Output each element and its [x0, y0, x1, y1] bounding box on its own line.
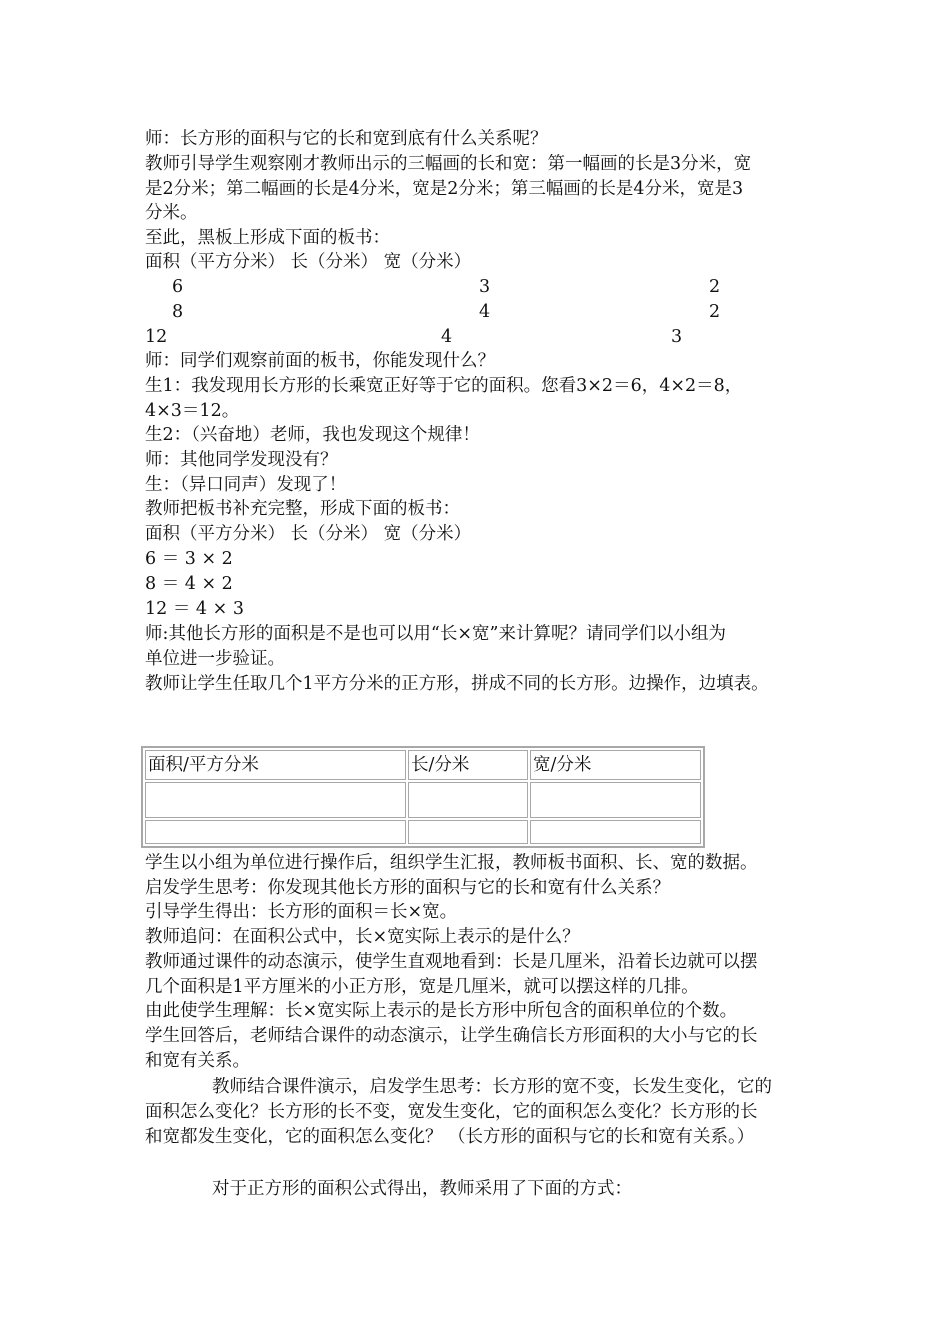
- text-line: 4×3＝12。: [145, 401, 240, 421]
- board1-width: 3: [671, 327, 683, 347]
- board1-header: 面积（平方分米） 长（分米） 宽（分米）: [145, 252, 472, 272]
- board1-area: 6: [172, 277, 184, 297]
- board2-header: 面积（平方分米） 长（分米） 宽（分米）: [145, 524, 472, 544]
- fill-in-table: [141, 746, 705, 848]
- table-cell: [530, 820, 701, 844]
- table-cell: [408, 782, 528, 818]
- text-line: 生2：（兴奋地）老师，我也发现这个规律！: [145, 425, 480, 445]
- text-line: 学生回答后，老师结合课件的动态演示，让学生确信长方形面积的大小与它的长: [145, 1026, 758, 1046]
- board1-width: 2: [709, 277, 721, 297]
- table-header-row: [145, 750, 701, 780]
- board1-area: 8: [172, 302, 184, 322]
- table-row: [145, 820, 701, 844]
- text-line: 面积怎么变化？长方形的长不变，宽发生变化，它的面积怎么变化？长方形的长: [145, 1102, 758, 1122]
- table-cell: [145, 820, 406, 844]
- text-line: 师：其他同学发现没有？: [145, 450, 338, 470]
- text-line: 启发学生思考：你发现其他长方形的面积与它的长和宽有什么关系？: [145, 878, 670, 898]
- table-cell: [530, 782, 701, 818]
- text-line: 教师引导学生观察刚才教师出示的三幅画的长和宽：第一幅画的长是3分米，宽: [145, 154, 752, 174]
- table-row: [145, 782, 701, 818]
- text-line: 教师让学生任取几个1平方分米的正方形，拼成不同的长方形。边操作，边填表。: [145, 674, 769, 694]
- text-line: 教师追问：在面积公式中，长×宽实际上表示的是什么？: [145, 927, 580, 947]
- text-line: 单位进一步验证。: [145, 649, 285, 669]
- text-line: 和宽都发生变化，它的面积怎么变化？ （长方形的面积与它的长和宽有关系。）: [145, 1127, 755, 1147]
- closing-line: 对于正方形的面积公式得出，教师采用了下面的方式：: [212, 1179, 632, 1199]
- text-line: 教师把板书补充完整，形成下面的板书：: [145, 499, 460, 519]
- text-line: 分米。: [145, 203, 198, 223]
- board2-row: 6 ＝ 3 × 2: [145, 549, 233, 569]
- table-header-cell: 面积/平方分米: [145, 750, 406, 780]
- board1-length: 4: [441, 327, 453, 347]
- table-cell: [145, 782, 406, 818]
- text-line: 由此使学生理解：长×宽实际上表示的是长方形中所包含的面积单位的个数。: [145, 1001, 738, 1021]
- text-line: 学生以小组为单位进行操作后，组织学生汇报，教师板书面积、长、宽的数据。: [145, 853, 758, 873]
- board1-length: 4: [479, 302, 491, 322]
- text-line: 师：同学们观察前面的板书，你能发现什么？: [145, 351, 495, 371]
- table-header-cell: 长/分米: [408, 750, 528, 780]
- board1-area: 12: [145, 327, 168, 347]
- text-line: 生1：我发现用长方形的长乘宽正好等于它的面积。您看3×2＝6，4×2＝8，: [145, 376, 743, 396]
- board1-width: 2: [709, 302, 721, 322]
- text-line: 师:其他长方形的面积是不是也可以用“长×宽”来计算呢？请同学们以小组为: [145, 624, 726, 644]
- text-line: 几个面积是1平方厘米的小正方形，宽是几厘米，就可以摆这样的几排。: [145, 977, 699, 997]
- text-line: 和宽有关系。: [145, 1051, 250, 1071]
- table-header-cell: 宽/分米: [530, 750, 701, 780]
- board2-row: 12 ＝ 4 × 3: [145, 599, 244, 619]
- text-line: 师：长方形的面积与它的长和宽到底有什么关系呢？: [145, 129, 548, 149]
- table-cell: [408, 820, 528, 844]
- board1-length: 3: [479, 277, 491, 297]
- text-line: 教师通过课件的动态演示，使学生直观地看到：长是几厘米，沿着长边就可以摆: [145, 952, 758, 972]
- text-line: 引导学生得出：长方形的面积＝长×宽。: [145, 902, 458, 922]
- board2-row: 8 ＝ 4 × 2: [145, 574, 233, 594]
- text-line: 至此，黑板上形成下面的板书：: [145, 228, 390, 248]
- indented-paragraph-first-line: 教师结合课件演示，启发学生思考：长方形的宽不变，长发生变化，它的: [212, 1077, 772, 1097]
- text-line: 生：（异口同声）发现了！: [145, 475, 347, 495]
- text-line: 是2分米；第二幅画的长是4分米，宽是2分米；第三幅画的长是4分米，宽是3: [145, 179, 744, 199]
